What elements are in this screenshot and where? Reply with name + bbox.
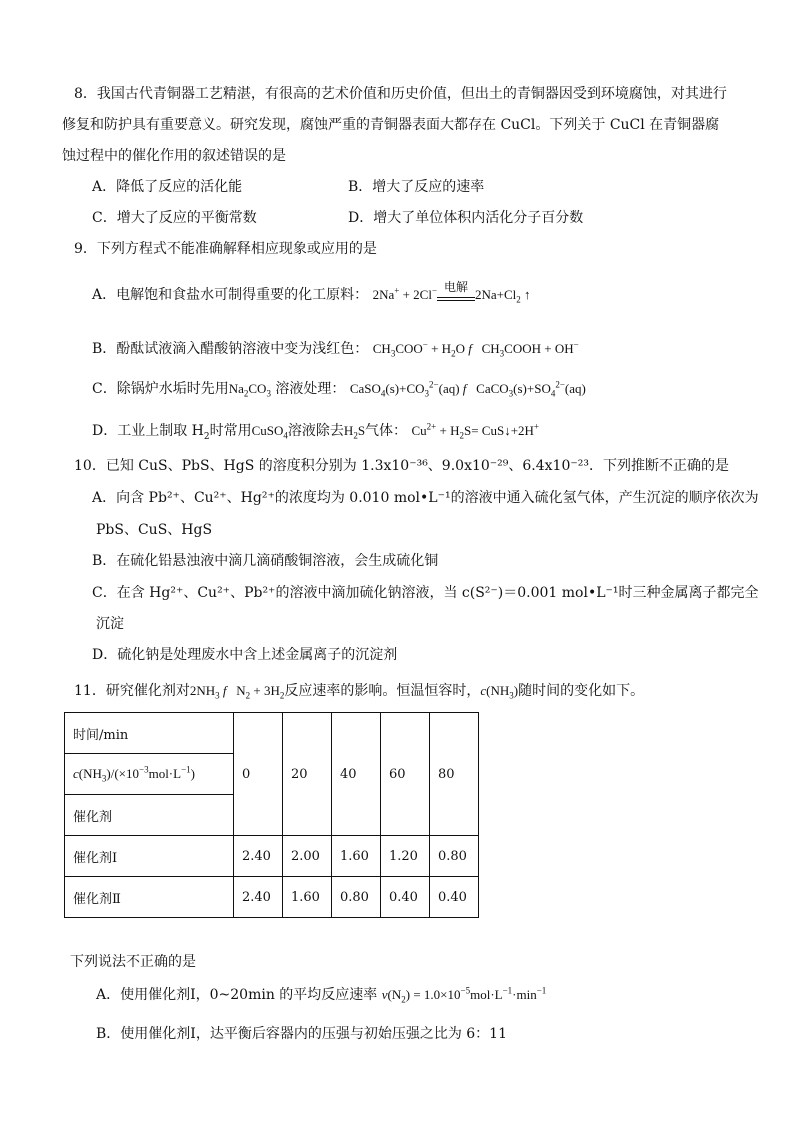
table-cell: 1.60 (332, 836, 381, 877)
q10-stem: 10．已知 CuS、PbS、HgS 的溶度积分别为 1.3x10⁻³⁶、9.0x10⁻²⁹、6.4x10⁻²³．下列推断不正确的是 (74, 458, 729, 474)
concentration-header: $c(NH_3)/(\times 10^{-3}mol\cdot L^{-1})$ (65, 754, 234, 795)
time-0: 0 (234, 713, 283, 836)
q11-stem-part-c: 随时间的变化如下。 (518, 683, 645, 699)
catalyst-header: 催化剂 (65, 795, 234, 836)
q8-option-d: D．增大了单位体积内活化分子百分数 (348, 210, 584, 226)
table-row (65, 836, 479, 877)
q8-stem-line2: 修复和防护具有重要意义。研究发现，腐蚀严重的青铜器表面大都存在 CuCl。下列关于 CuCl 在青铜器腐 (62, 117, 720, 133)
time-80: 80 (430, 713, 479, 836)
q11-stem-part-a: 11．研究催化剂对 (74, 683, 190, 699)
table-cell: 1.20 (381, 836, 430, 877)
q9-option-c-equation: $CaSO_4(s)+CO_3^{2-}(aq)$ f $CaCO_3(s)+SO_4^{2-}(aq)$ (349, 379, 586, 399)
q11-option-b: B．使用催化剂Ⅰ，达平衡后容器内的压强与初始压强之比为 6：11 (96, 1026, 507, 1042)
q8-option-a: A．降低了反应的活化能 (92, 179, 243, 195)
electrolysis-arrow (437, 280, 475, 301)
q8-option-c: C．增大了反应的平衡常数 (92, 210, 257, 226)
time-60: 60 (381, 713, 430, 836)
electrolysis-label: 电解 (444, 280, 469, 295)
q9-option-a-text: A．电解饱和食盐水可制得重要的化工原料： (92, 287, 369, 303)
q10-option-a-line1: A．向含 Pb²⁺、Cu²⁺、Hg²⁺的浓度均为 0.010 mol•L⁻¹的溶液中通入硫化氢气体，产生沉淀的顺序依次为 (92, 490, 759, 506)
q9-option-b (92, 339, 579, 359)
q11-stem-part-b: 反应速率的影响。恒温恒容时， (284, 683, 481, 699)
q9-option-b-equation: $CH_3COO^- + H_2O$ f $CH_3COOH + OH^-$ (372, 339, 579, 359)
table-row (65, 877, 479, 918)
q9-option-a (92, 280, 531, 305)
q10-option-d: D．硫化钠是处理废水中含上述金属离子的沉淀剂 (92, 647, 398, 663)
q9-option-d-equation: $Cu^{2+} + H_2S=$ CuS↓+2H+ (411, 421, 539, 441)
q9-option-a-equation: 2Na+ + 2Cl− 电解 $2Na+Cl_2$ ↑ (373, 287, 531, 302)
q11-after-table: 下列说法不正确的是 (70, 954, 196, 970)
q9-option-c: C．除锅炉水垢时先用$Na_2CO_3$ 溶液处理： $CaSO_4(s)+CO_3^{2-}(aq)$ f $CaCO_3(s)+SO_4^{2-}(aq)$ (92, 379, 586, 399)
catalyst-1-label: 催化剂Ⅰ (65, 836, 234, 877)
q9-option-d-text4: 气体： (365, 423, 408, 439)
rate-data-table (64, 712, 479, 918)
q8-stem-line1: 8．我国古代青铜器工艺精湛，有很高的艺术价值和历史价值，但出土的青铜器因受到环境腐蚀，对其进行 (74, 86, 727, 102)
q11-option-a: A．使用催化剂Ⅰ，0~20min 的平均反应速率 $v(N_2) = 1.0\times 10^{-5}mol\cdot L^{-1}\cdot\min^{-1}$ (96, 985, 547, 1005)
table-cell: 0.40 (381, 877, 430, 918)
q9-option-c-text2: 溶液处理： (275, 381, 346, 397)
q10-option-c-line2: 沉淀 (96, 616, 124, 632)
table-cell: 0.40 (430, 877, 479, 918)
table-cell: 0.80 (430, 836, 479, 877)
q10-option-c-line1: C．在含 Hg²⁺、Cu²⁺、Pb²⁺的溶液中滴加硫化钠溶液，当 c(S²⁻)＝0.001 mol•L⁻¹时三种金属离子都完全 (92, 585, 759, 601)
q11-option-a-text: A．使用催化剂Ⅰ，0~20min 的平均反应速率 (96, 987, 378, 1003)
q9-option-d: D．工业上制取 $H_2$时常用CuSO$_4$溶液除去$H_2S$气体： $Cu^{2+} + H_2S=$ CuS↓+2H+ (92, 421, 539, 442)
q9-option-c-text: C．除锅炉水垢时先用 (92, 381, 229, 397)
table-cell: 2.40 (234, 836, 283, 877)
q9-stem: 9．下列方程式不能准确解释相应现象或应用的是 (74, 241, 377, 257)
time-header: 时间/min (65, 713, 234, 754)
q9-option-d-text3: 溶液除去 (287, 423, 344, 439)
q10-option-b: B．在硫化铅悬浊液中滴几滴硝酸铜溶液，会生成硫化铜 (92, 553, 439, 569)
time-20: 20 (283, 713, 332, 836)
table-cell: 1.60 (283, 877, 332, 918)
q8-option-b: B．增大了反应的速率 (348, 179, 485, 195)
time-40: 40 (332, 713, 381, 836)
q10-option-a-line2: PbS、CuS、HgS (96, 522, 213, 538)
table-cell: 2.40 (234, 877, 283, 918)
q9-option-d-text2: 时常用 (209, 423, 252, 439)
q8-stem-line3: 蚀过程中的催化作用的叙述错误的是 (62, 148, 286, 164)
table-cell: 2.00 (283, 836, 332, 877)
table-cell: 0.80 (332, 877, 381, 918)
q11-stem: 11．研究催化剂对$2NH_3$ f $N_2 + 3H_2$反应速率的影响。恒温恒容时，$c(NH_3)$随时间的变化如下。 (74, 683, 645, 701)
catalyst-2-label: 催化剂Ⅱ (65, 877, 234, 918)
q9-option-b-text: B．酚酞试液滴入醋酸钠溶液中变为浅红色： (92, 341, 369, 357)
q9-option-d-text: D．工业上制取 H (92, 423, 204, 439)
